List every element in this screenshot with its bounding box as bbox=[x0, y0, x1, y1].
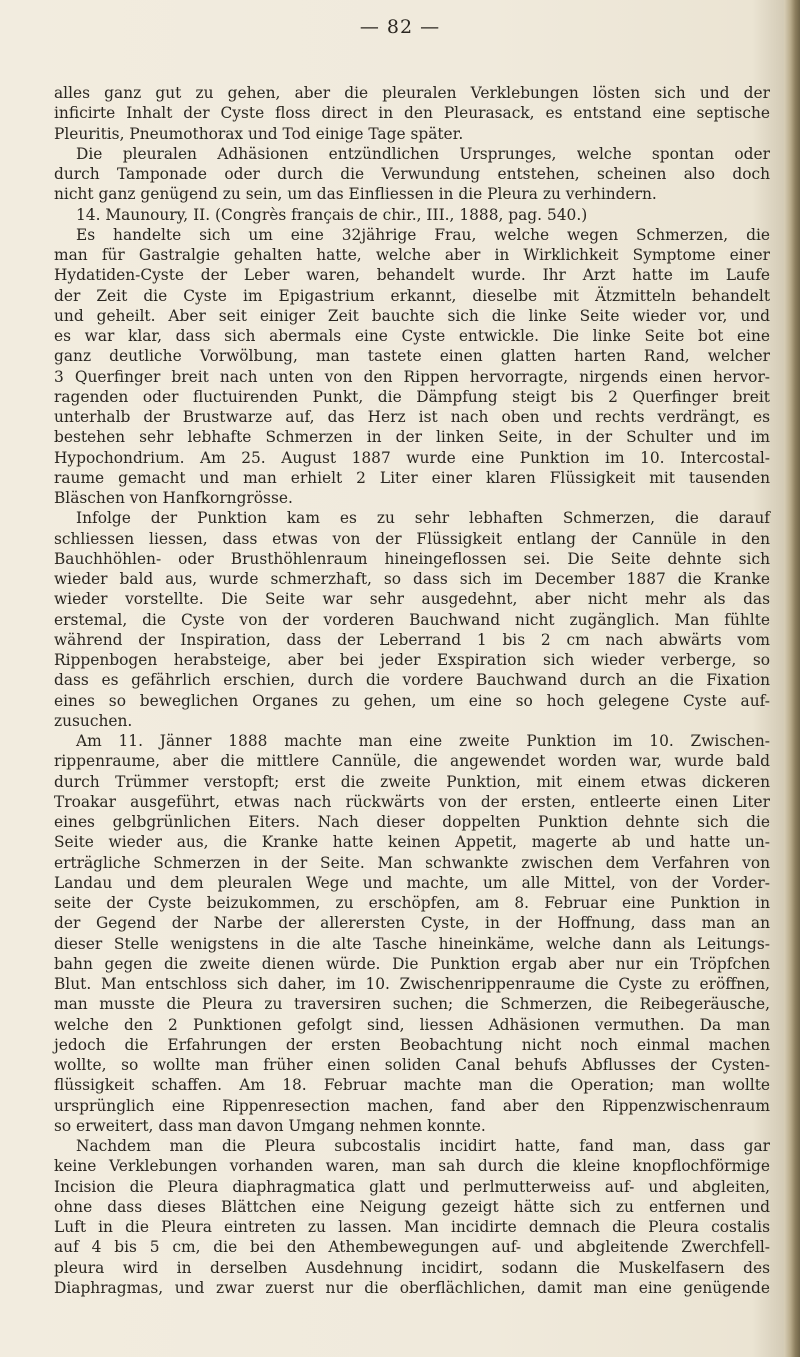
text-line: Rippenbogen herabsteige, aber bei jeder Exspiration sich wieder verberge, so bbox=[54, 651, 770, 669]
text-line: Am 11. Jänner 1888 machte man eine zweite Punktion im 10. Zwischen- bbox=[76, 732, 770, 750]
text-line: auf 4 bis 5 cm, die bei den Athembewegungen auf- und abgleitende Zwerchfell- bbox=[54, 1238, 770, 1257]
text-line: Seite wieder aus, die Kranke hatte keinen Appetit, magerte ab und hatte un- bbox=[54, 833, 770, 852]
text-line: man musste die Pleura zu traversiren suchen; die Schmerzen, die Reibegeräusche, bbox=[54, 995, 770, 1014]
text-line: und geheilt. Aber seit einiger Zeit bauchte sich die linke Seite wieder vor, und bbox=[54, 306, 770, 325]
text-line: Landau und dem pleuralen Wege und machte, um alle Mittel, von der Vorder- bbox=[54, 873, 770, 892]
text-line: erstemal, die Cyste von der vorderen Bauchwand nicht zugänglich. Man fühlte bbox=[54, 610, 770, 629]
text-line: ohne dass dieses Blättchen eine Neigung gezeigt hätte sich zu entfernen und bbox=[54, 1197, 770, 1216]
text-line: ursprünglich eine Rippenresection machen, fand aber den Rippenzwischenraum bbox=[54, 1096, 770, 1115]
text-line: rippenraume, aber die mittlere Cannüle, die angewendet worden war, wurde bald bbox=[54, 752, 770, 771]
text-line: wollte, so wollte man früher einen soliden Canal behufs Abflusses der Cysten- bbox=[54, 1056, 770, 1074]
text-line: Nachdem man die Pleura subcostalis incidirt hatte, fand man, dass gar bbox=[76, 1137, 770, 1155]
text-line: so erweitert, dass man davon Umgang nehmen konnte. bbox=[54, 1116, 486, 1135]
text-line: durch Tamponade oder durch die Verwundung entstehen, scheinen also doch bbox=[54, 165, 770, 183]
text-line: der Gegend der Narbe der allerersten Cyste, in der Hoffnung, dass man an bbox=[54, 914, 770, 933]
text-line: jedoch die Erfahrungen der ersten Beobachtung nicht noch einmal machen bbox=[54, 1035, 770, 1054]
text-line: 3 Querfinger breit nach unten von den Rippen hervorragte, nirgends einen hervor- bbox=[54, 367, 770, 386]
text-line: Hydatiden-Cyste der Leber waren, behandelt wurde. Ihr Arzt hatte im Laufe bbox=[54, 266, 770, 285]
text-line: Es handelte sich um eine 32jährige Frau, welche wegen Schmerzen, die bbox=[76, 225, 770, 244]
page-number: — 82 — bbox=[359, 16, 441, 38]
text-line: Luft in die Pleura eintreten zu lassen. Man incidirte demnach die Pleura costalis bbox=[54, 1218, 770, 1236]
text-line: ragenden oder fluctuirenden Punkt, die Dämpfung steigt bis 2 Querfinger breit bbox=[54, 387, 770, 406]
text-line: ganz deutliche Vorwölbung, man tastete einen glatten harten Rand, welcher bbox=[54, 347, 770, 366]
text-line: zusuchen. bbox=[54, 711, 133, 730]
text-line: Infolge der Punktion kam es zu sehr lebhaften Schmerzen, die darauf bbox=[76, 509, 770, 528]
text-line: durch Trümmer verstopft; erst die zweite Punktion, mit einem etwas dickeren bbox=[54, 772, 770, 791]
text-line: während der Inspiration, dass der Leberrand 1 bis 2 cm nach abwärts vom bbox=[54, 630, 770, 649]
text-line: welche den 2 Punktionen gefolgt sind, liessen Adhäsionen vermuthen. Da man bbox=[54, 1015, 770, 1034]
text-line: nicht ganz genügend zu sein, um das Einfliessen in die Pleura zu verhindern. bbox=[54, 185, 657, 204]
text-line: alles ganz gut zu gehen, aber die pleuralen Verklebungen lösten sich und der bbox=[54, 84, 770, 102]
text-line: unterhalb der Brustwarze auf, das Herz ist nach oben und rechts verdrängt, es bbox=[54, 408, 770, 426]
text-line: eines so beweglichen Organes zu gehen, um eine so hoch gelegene Cyste auf- bbox=[54, 691, 770, 710]
text-line: Troakar ausgeführt, etwas nach rückwärts von der ersten, entleerte einen Liter bbox=[54, 792, 770, 811]
text-line: es war klar, dass sich abermals eine Cyste entwickle. Die linke Seite bot eine bbox=[54, 327, 770, 345]
text-line: Incision die Pleura diaphragmatica glatt und perlmutterweiss auf- und abgleiten, bbox=[54, 1177, 770, 1196]
text-line: wieder vorstellte. Die Seite war sehr ausgedehnt, aber nicht mehr als das bbox=[54, 590, 770, 609]
text-line: inficirte Inhalt der Cyste floss direct in den Pleurasack, es entstand eine septische bbox=[54, 104, 770, 123]
text-line: bahn gegen die zweite dienen würde. Die Punktion ergab aber nur ein Tröpfchen bbox=[54, 954, 770, 973]
text-line: dass es gefährlich erschien, durch die vordere Bauchwand durch an die Fixation bbox=[54, 671, 770, 690]
text-line: der Zeit die Cyste im Epigastrium erkannt, dieselbe mit Ätzmitteln behandelt bbox=[54, 286, 770, 305]
text-line: dieser Stelle wenigstens in die alte Tasche hineinkäme, welche dann als Leitungs- bbox=[54, 934, 770, 953]
text-line: erträgliche Schmerzen in der Seite. Man schwankte zwischen dem Verfahren von bbox=[54, 853, 770, 872]
text-line: Diaphragmas, und zwar zuerst nur die oberflächlichen, damit man eine genügende bbox=[54, 1278, 770, 1297]
text-line: eines gelbgrünlichen Eiters. Nach dieser doppelten Punktion dehnte sich die bbox=[54, 813, 770, 831]
text-line: keine Verklebungen vorhanden waren, man sah durch die kleine knopflochförmige bbox=[54, 1157, 770, 1176]
text-line: Hypochondrium. Am 25. August 1887 wurde eine Punktion im 10. Intercostal- bbox=[54, 448, 770, 467]
text-line: Pleuritis, Pneumothorax und Tod einige Tage später. bbox=[54, 124, 464, 143]
text-line: pleura wird in derselben Ausdehnung incidirt, sodann die Muskelfasern des bbox=[54, 1258, 770, 1277]
text-line: Blut. Man entschloss sich daher, im 10. Zwischenrippenraume die Cyste zu eröffnen, bbox=[54, 975, 770, 993]
text-line: 14. Maunoury, II. (Congrès français de chir., III., 1888, pag. 540.) bbox=[76, 205, 588, 224]
text-line: man für Gastralgie gehalten hatte, welche aber in Wirklichkeit Symptome einer bbox=[54, 246, 770, 264]
text-line: schliessen liessen, dass etwas von der Flüssigkeit entlang der Cannüle in den bbox=[54, 529, 770, 548]
body-text bbox=[54, 83, 770, 1298]
text-line: Bauchhöhlen- oder Brusthöhlenraum hineingeflossen sei. Die Seite dehnte sich bbox=[54, 549, 770, 568]
text-line: raume gemacht und man erhielt 2 Liter einer klaren Flüssigkeit mit tausenden bbox=[54, 468, 770, 487]
text-line: flüssigkeit schaffen. Am 18. Februar machte man die Operation; man wollte bbox=[54, 1076, 770, 1095]
text-line: Bläschen von Hanfkorngrösse. bbox=[54, 489, 293, 507]
text-line: bestehen sehr lebhafte Schmerzen in der linken Seite, in der Schulter und im bbox=[54, 428, 770, 447]
text-line: wieder bald aus, wurde schmerzhaft, so dass sich im December 1887 die Kranke bbox=[54, 570, 770, 588]
text-line: Die pleuralen Adhäsionen entzündlichen Ursprunges, welche spontan oder bbox=[76, 144, 770, 163]
page-binding-edge bbox=[784, 0, 800, 1357]
text-line: seite der Cyste beizukommen, zu erschöpfen, am 8. Februar eine Punktion in bbox=[54, 894, 770, 912]
